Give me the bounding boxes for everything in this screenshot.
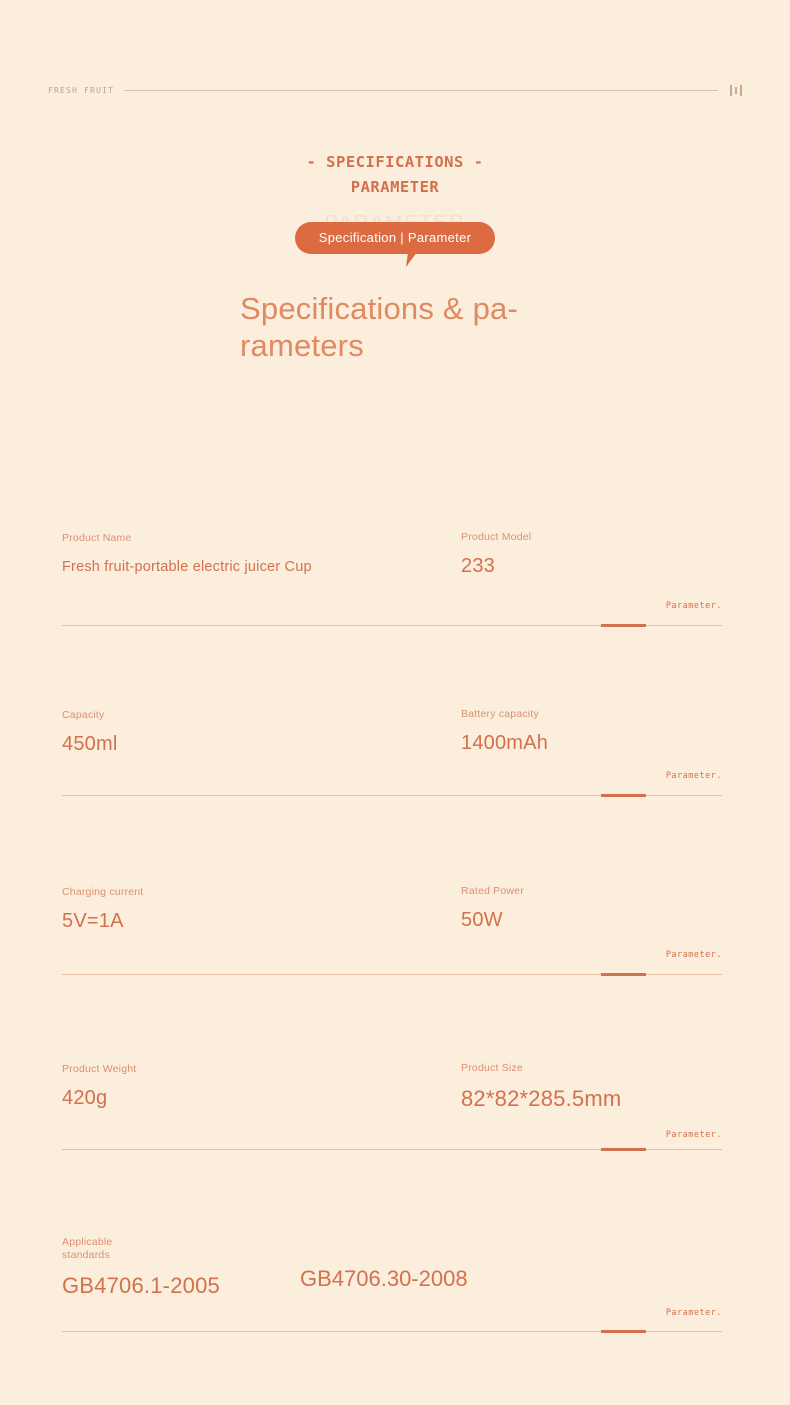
spec-value: GB4706.1-2005 (62, 1273, 220, 1298)
spec-label: Product Weight (62, 1063, 137, 1075)
spec-label: Product Model (461, 531, 532, 543)
spec-cell-applicable-standards (62, 1236, 220, 1299)
spec-value: Fresh fruit-portable electric juicer Cup (62, 559, 312, 575)
spec-value: 82*82*285.5mm (461, 1086, 622, 1111)
spec-label: Battery capacity (461, 708, 539, 720)
heading-eyebrow-line1: - SPECIFICATIONS - (306, 153, 484, 171)
row-divider-accent (601, 1148, 646, 1151)
row-note: Parameter. (665, 1130, 722, 1140)
spec-cell-capacity (62, 709, 117, 756)
page-header-bar (48, 78, 742, 102)
spec-value-secondary: GB4706.30-2008 (300, 1266, 468, 1291)
row-divider-accent (601, 624, 646, 627)
spec-cell-product-model (461, 531, 531, 578)
spec-value: 420g (62, 1087, 108, 1109)
spec-value: 1400mAh (461, 732, 549, 754)
spec-label: Rated Power (461, 885, 524, 897)
specification-table (0, 520, 790, 1405)
spec-label: Product Size (461, 1062, 523, 1074)
spec-cell-rated-power (461, 885, 524, 932)
spec-label: Capacity (62, 709, 105, 721)
row-note: Parameter. (665, 950, 722, 960)
row-divider-accent (601, 973, 646, 976)
row-divider-accent (601, 794, 646, 797)
table-row (0, 1228, 790, 1405)
row-note: Parameter. (665, 1308, 722, 1318)
spec-cell-product-weight (62, 1063, 136, 1110)
spec-label: Charging current (62, 886, 144, 898)
row-note: Parameter. (665, 771, 722, 781)
spec-value: 233 (461, 555, 495, 577)
page-title: Specifications & pa-rameters (240, 291, 518, 363)
spec-value: 50W (461, 909, 503, 931)
spec-cell-charging-current (62, 886, 143, 933)
header-divider (124, 90, 718, 91)
spec-cell-battery-capacity (461, 708, 548, 755)
heading-block (0, 150, 790, 364)
spec-cell-product-name (62, 532, 312, 575)
table-row (0, 1051, 790, 1228)
mark-bar-3 (740, 85, 742, 96)
spec-label: Applicable standards (62, 1236, 113, 1261)
specification-badge: Specification | Parameter (295, 222, 496, 254)
mark-bar-2 (735, 87, 737, 94)
mark-bar-1 (730, 85, 732, 96)
heading-eyebrow-line2: PARAMETER (350, 178, 440, 196)
row-note: Parameter. (665, 601, 722, 611)
header-marks-icon (730, 83, 742, 97)
table-row (0, 520, 790, 697)
spec-cell-product-size (461, 1062, 621, 1112)
table-row (0, 874, 790, 1051)
row-divider-accent (601, 1330, 646, 1333)
badge-tail-icon (406, 252, 417, 267)
spec-value: 5V=1A (62, 910, 124, 932)
table-row (0, 697, 790, 874)
spec-label: Product Name (62, 532, 132, 544)
spec-value: 450ml (62, 733, 118, 755)
brand-label: FRESH FRUIT (48, 85, 115, 95)
heading-badge-wrapper (295, 222, 496, 254)
